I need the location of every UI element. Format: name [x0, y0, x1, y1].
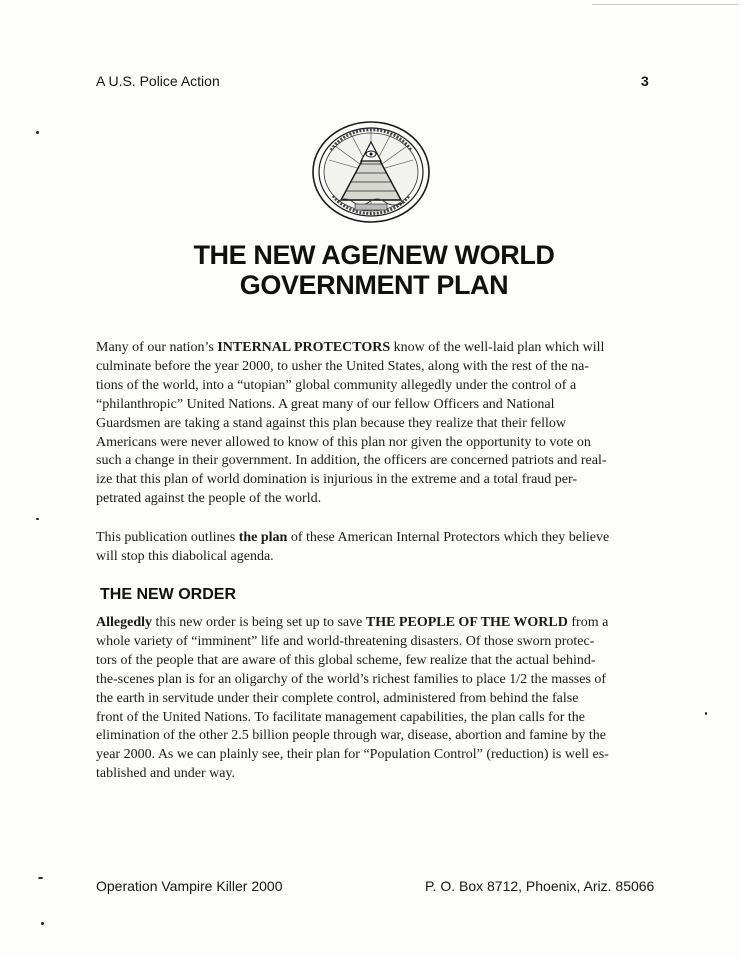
title-line-2: GOVERNMENT PLAN: [239, 270, 509, 300]
emphasis-allegedly: Allegedly: [96, 615, 152, 630]
great-seal-pyramid-eye-emblem: [311, 120, 431, 224]
scan-speck: [41, 922, 44, 925]
page-number: 3: [641, 73, 649, 89]
text-line: tions of the world, into a “utopian” global community allegedly under the control of a: [96, 377, 577, 393]
scan-speck: [36, 518, 39, 520]
emphasis-people-of-world: THE PEOPLE OF THE WORLD: [365, 615, 568, 630]
text-line: [96, 614, 652, 633]
text-line: will stop this diabolical agenda.: [96, 548, 274, 564]
text-run: this new order is being set up to save: [152, 615, 366, 630]
running-header: A U.S. Police Action: [96, 73, 220, 89]
paragraph-intro: [96, 339, 652, 509]
text-line: tors of the people that are aware of this global scheme, few realize that the actual behind-: [96, 652, 596, 668]
text-line: [96, 339, 652, 358]
footer-publication: Operation Vampire Killer 2000: [96, 878, 283, 894]
emphasis-the-plan: the plan: [238, 530, 288, 545]
text-line: the-scenes plan is for an oligarchy of the world’s richest families to place 1/2 the masses of: [96, 671, 607, 687]
article-title: [100, 240, 648, 300]
text-run: from a: [567, 615, 609, 630]
text-line: ize that this plan of world domination is injurious in the extreme and a total fraud per-: [96, 472, 578, 488]
emphasis-internal-protectors: INTERNAL PROTECTORS: [217, 340, 391, 355]
text-run: Many of our nation’s: [96, 340, 218, 355]
text-line: such a change in their government. In addition, the officers are concerned patriots and real-: [96, 453, 607, 469]
text-line: year 2000. As we can plainly see, their plan for “Population Control” (reduction) is well es-: [96, 747, 609, 763]
text-line: culminate before the year 2000, to usher the United States, along with the rest of the na-: [96, 358, 589, 374]
paragraph-new-order: [96, 614, 652, 784]
text-line: “philanthropic” United Nations. A great many of our fellow Officers and National: [96, 396, 555, 412]
text-line: Guardsmen are taking a stand against this plan because they realize that their fellow: [96, 415, 566, 431]
text-line: petrated against the people of the world.: [96, 491, 322, 507]
text-run: of these American Internal Protectors which they believe: [287, 530, 610, 545]
text-line: [96, 529, 652, 548]
paragraph-publication: [96, 529, 652, 567]
scan-speck: [705, 712, 707, 715]
title-line-1: THE NEW AGE/NEW WORLD: [193, 240, 555, 270]
scan-speck: [36, 131, 39, 134]
section-heading: THE NEW ORDER: [100, 586, 236, 603]
text-line: whole variety of “imminent” life and world-threatening disasters. Of those sworn protec-: [96, 633, 595, 649]
scan-edge-line: [592, 4, 738, 5]
text-line: the earth in servitude under their complete control, administered from behind the false: [96, 690, 579, 706]
text-line: tablished and under way.: [96, 766, 236, 782]
scan-speck: [38, 877, 43, 879]
text-run: This publication outlines: [96, 530, 239, 545]
text-run: know of the well-laid plan which will: [390, 340, 605, 355]
footer-address: P. O. Box 8712, Phoenix, Ariz. 85066: [425, 878, 655, 894]
text-line: Americans were never allowed to know of this plan nor given the opportunity to vote on: [96, 434, 591, 450]
text-line: elimination of the other 2.5 billion people through war, disease, abortion and famine by the: [96, 728, 606, 744]
text-line: front of the United Nations. To facilitate management capabilities, the plan calls for the: [96, 709, 585, 725]
